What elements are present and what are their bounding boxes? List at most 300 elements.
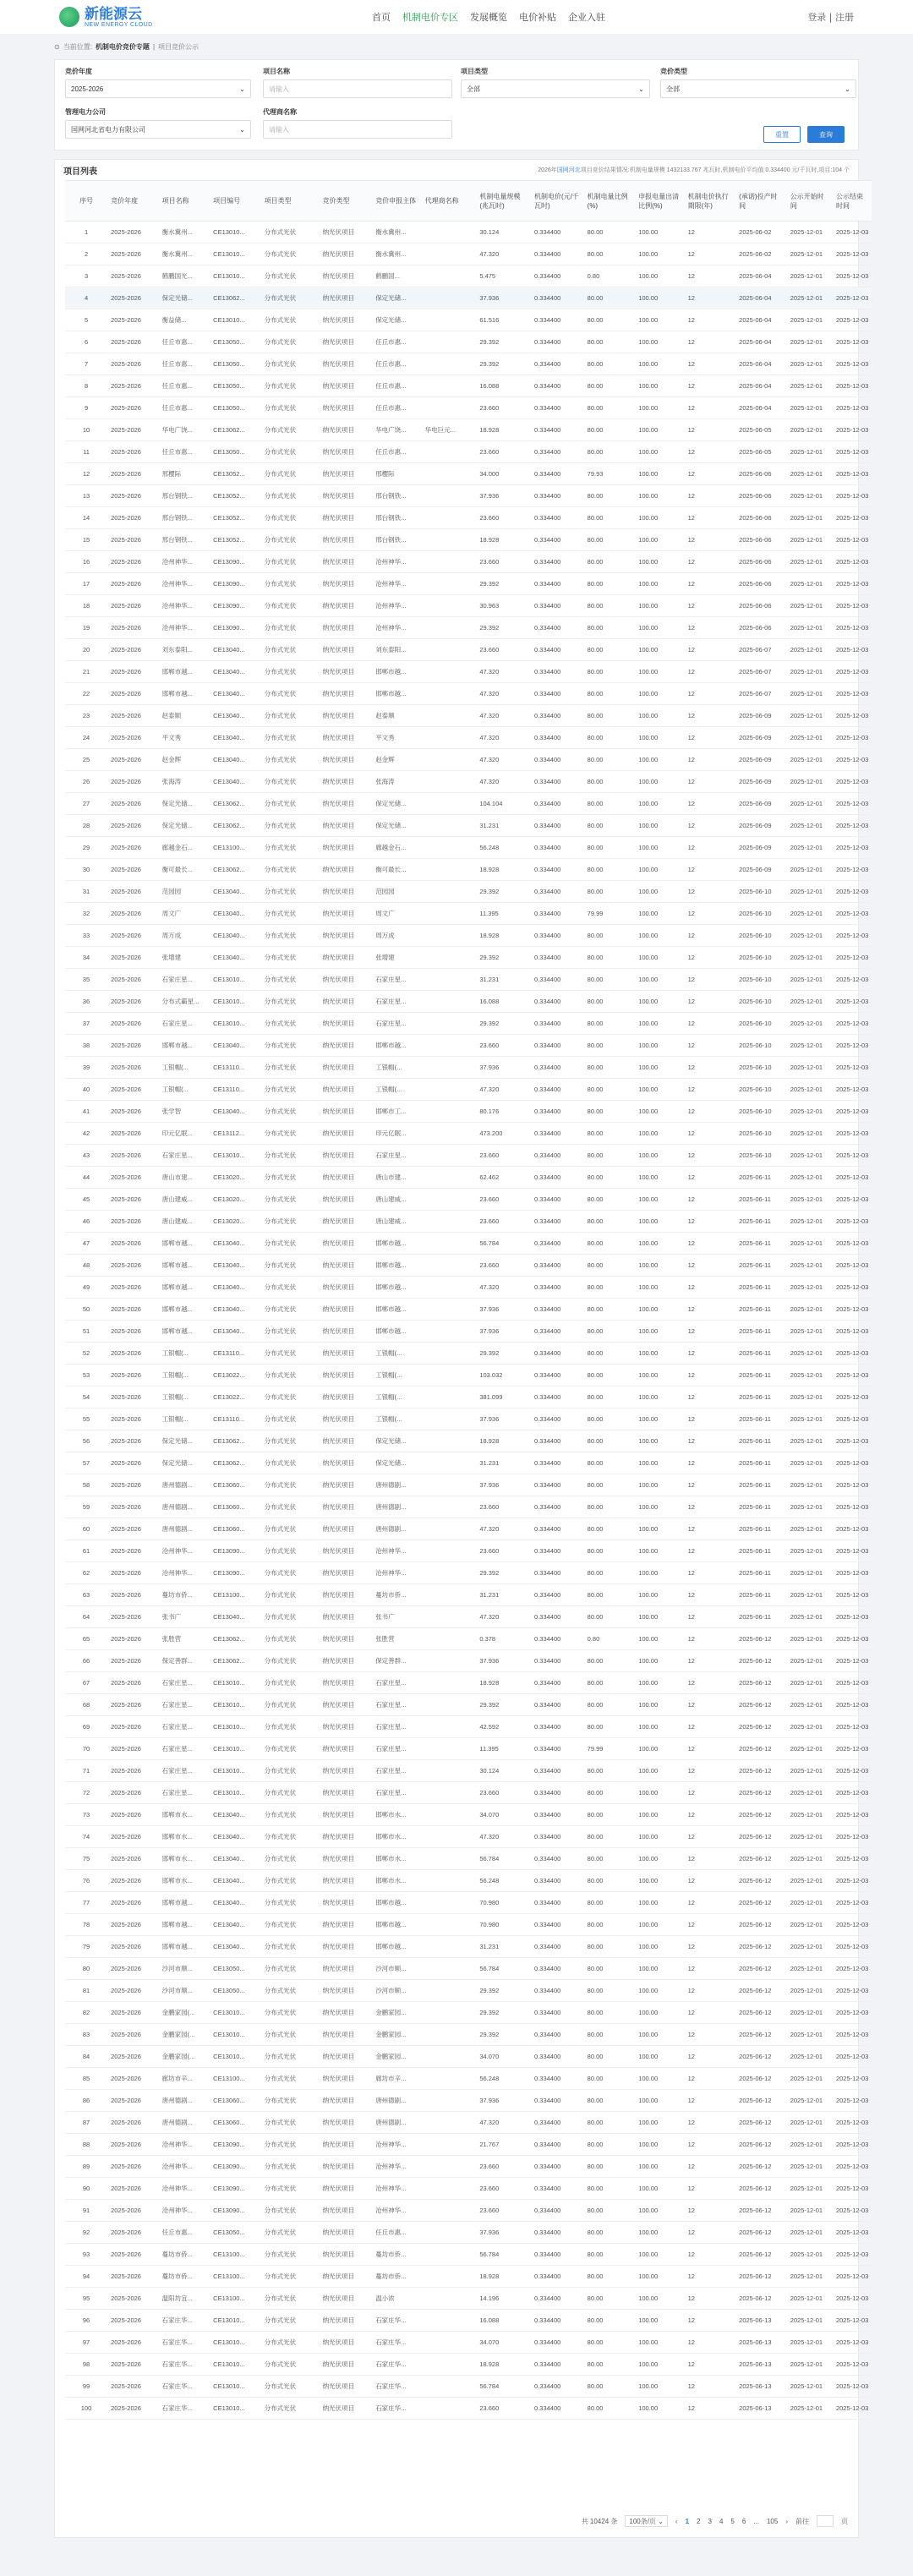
table-cell: 12 bbox=[685, 1255, 736, 1277]
table-cell: 纳光伏项目 bbox=[320, 2310, 373, 2332]
table-cell bbox=[422, 2310, 477, 2332]
table-cell: 80.00 bbox=[584, 683, 636, 705]
table-cell: 23.660 bbox=[476, 1782, 531, 1804]
table-row[interactable] bbox=[65, 1145, 872, 1167]
table-row[interactable] bbox=[65, 1804, 872, 1826]
table-row[interactable] bbox=[65, 287, 872, 309]
table-cell: 石家庄星... bbox=[159, 1738, 210, 1760]
table-cell: 2025-12-01 bbox=[787, 1584, 833, 1606]
table-row[interactable] bbox=[65, 1496, 872, 1518]
table-cell: 温阳坊宜... bbox=[159, 2288, 210, 2310]
table-cell: 2025-12-03 bbox=[833, 2068, 872, 2090]
table-cell: 80.00 bbox=[584, 1145, 636, 1167]
table-row[interactable] bbox=[65, 771, 872, 793]
table-cell: 80.00 bbox=[584, 397, 636, 419]
table-row[interactable] bbox=[65, 507, 872, 529]
table-row[interactable] bbox=[65, 2398, 872, 2420]
table-row[interactable] bbox=[65, 551, 872, 573]
table-cell: 2025-2026 bbox=[107, 815, 159, 837]
table-row[interactable] bbox=[65, 2178, 872, 2200]
table-cell: 2025-06-09 bbox=[735, 815, 787, 837]
table-cell: 衡可最长... bbox=[159, 859, 210, 881]
table-row[interactable] bbox=[65, 1562, 872, 1584]
table-cell bbox=[422, 859, 477, 881]
table-cell: 2025-06-12 bbox=[735, 1738, 787, 1760]
table-cell: 2025-12-01 bbox=[787, 1079, 833, 1101]
next-page-button[interactable]: › bbox=[785, 2517, 788, 2525]
table-row[interactable] bbox=[65, 903, 872, 925]
table-cell: 邯郸市越... bbox=[372, 1255, 421, 1277]
table-cell: 0.334400 bbox=[531, 1013, 584, 1035]
query-button[interactable]: 查询 bbox=[807, 126, 845, 143]
table-cell: 100.00 bbox=[635, 1123, 684, 1145]
table-cell: 邯郸市越... bbox=[159, 1892, 210, 1914]
table-row[interactable] bbox=[65, 1694, 872, 1716]
table-cell: 80.00 bbox=[584, 2222, 636, 2244]
table-row[interactable] bbox=[65, 991, 872, 1013]
table-row[interactable] bbox=[65, 1408, 872, 1430]
table-cell: 2025-2026 bbox=[107, 2112, 159, 2134]
table-cell: 100.00 bbox=[635, 1430, 684, 1452]
table-row[interactable] bbox=[65, 1189, 872, 1211]
table-cell: 100.00 bbox=[635, 771, 684, 793]
table-cell: 2025-06-12 bbox=[735, 1892, 787, 1914]
table-row[interactable] bbox=[65, 1584, 872, 1606]
table-cell: 2025-06-11 bbox=[735, 1386, 787, 1408]
table-cell: 47.320 bbox=[476, 243, 531, 265]
table-cell: 纳光伏项目 bbox=[320, 265, 373, 287]
table-cell: 2025-2026 bbox=[107, 551, 159, 573]
table-cell: 2025-06-11 bbox=[735, 1189, 787, 1211]
table-row[interactable] bbox=[65, 309, 872, 331]
table-row[interactable] bbox=[65, 881, 872, 903]
table-row[interactable] bbox=[65, 969, 872, 991]
table-cell: 2025-2026 bbox=[107, 309, 159, 331]
table-cell bbox=[422, 1606, 477, 1628]
table-row[interactable] bbox=[65, 1738, 872, 1760]
agent-name-input[interactable]: 请输入 bbox=[263, 120, 452, 139]
table-row[interactable] bbox=[65, 1914, 872, 1936]
table-row[interactable] bbox=[65, 859, 872, 881]
table-cell: 蔓坊市侨... bbox=[372, 2244, 421, 2266]
table-cell: 2025-12-03 bbox=[833, 1628, 872, 1650]
table-cell: 纳光伏项目 bbox=[320, 2288, 373, 2310]
table-cell: 保定光储... bbox=[372, 309, 421, 331]
table-cell: 2025-12-01 bbox=[787, 1892, 833, 1914]
column-header: 申报电量出清比例(%) bbox=[635, 181, 684, 222]
table-cell: 2025-06-07 bbox=[735, 639, 787, 661]
table-cell: 2025-12-01 bbox=[787, 1408, 833, 1430]
table-cell: 0.334400 bbox=[531, 1430, 584, 1452]
table-row[interactable] bbox=[65, 2156, 872, 2178]
table-cell: CE13110... bbox=[210, 1079, 261, 1101]
table-cell: 2025-2026 bbox=[107, 617, 159, 639]
table-row[interactable] bbox=[65, 1057, 872, 1079]
summary-link[interactable]: 国网河北 bbox=[556, 167, 581, 173]
table-row[interactable] bbox=[65, 2002, 872, 2024]
table-cell: 100.00 bbox=[635, 397, 684, 419]
table-row[interactable] bbox=[65, 375, 872, 397]
table-row[interactable] bbox=[65, 2376, 872, 2398]
table-row[interactable] bbox=[65, 243, 872, 265]
table-row[interactable] bbox=[65, 947, 872, 969]
table-cell: 保定光储... bbox=[372, 793, 421, 815]
table-row[interactable] bbox=[65, 222, 872, 243]
table-cell: 温小浓 bbox=[372, 2288, 421, 2310]
table-cell: 分布式光伏 bbox=[261, 947, 320, 969]
table-cell: 任丘市惠... bbox=[159, 2222, 210, 2244]
nav-item-overview[interactable]: 发展概览 bbox=[470, 12, 507, 23]
table-cell: 2025-06-09 bbox=[735, 793, 787, 815]
table-cell: 0.334400 bbox=[531, 2090, 584, 2112]
login-register-link[interactable]: 登录 | 注册 bbox=[807, 12, 854, 23]
table-cell: 2025-06-12 bbox=[735, 1914, 787, 1936]
project-name-input[interactable]: 请输入 bbox=[263, 79, 452, 98]
table-row[interactable] bbox=[65, 1167, 872, 1189]
table-row[interactable] bbox=[65, 1299, 872, 1321]
table-cell: 2025-12-03 bbox=[833, 639, 872, 661]
table-cell: 100.00 bbox=[635, 793, 684, 815]
table-cell: 2025-06-12 bbox=[735, 2288, 787, 2310]
table-row[interactable] bbox=[65, 1672, 872, 1694]
page-number-button[interactable]: 3 bbox=[708, 2517, 712, 2525]
table-cell: 2025-12-03 bbox=[833, 2024, 872, 2046]
table-cell: 2025-2026 bbox=[107, 903, 159, 925]
table-cell: 18.928 bbox=[476, 859, 531, 881]
table-row[interactable] bbox=[65, 925, 872, 947]
table-row[interactable] bbox=[65, 1474, 872, 1496]
table-row[interactable] bbox=[65, 1848, 872, 1870]
project-type-select[interactable] bbox=[461, 79, 650, 98]
table-cell: 12 bbox=[685, 441, 736, 463]
table-row[interactable] bbox=[65, 1782, 872, 1804]
table-cell: 分布式光伏 bbox=[261, 1233, 320, 1255]
table-cell: 分布式光伏 bbox=[261, 1013, 320, 1035]
table-cell: 0.334400 bbox=[531, 1365, 584, 1386]
table-cell: 2025-2026 bbox=[107, 2134, 159, 2156]
table-cell: 赵泰顺 bbox=[372, 705, 421, 727]
table-cell: 0.334400 bbox=[531, 881, 584, 903]
table-cell: 2025-06-04 bbox=[735, 287, 787, 309]
table-cell: 分布式光伏 bbox=[261, 375, 320, 397]
table-cell: 12 bbox=[685, 222, 736, 243]
table-cell: 80.00 bbox=[584, 2288, 636, 2310]
table-row[interactable] bbox=[65, 2288, 872, 2310]
table-row[interactable] bbox=[65, 2244, 872, 2266]
table-cell: CE13040... bbox=[210, 1936, 261, 1958]
table-cell: 张书广 bbox=[159, 1606, 210, 1628]
table-cell: 2025-06-11 bbox=[735, 1255, 787, 1277]
table-row[interactable] bbox=[65, 1650, 872, 1672]
table-row[interactable] bbox=[65, 1013, 872, 1035]
table-cell: 1 bbox=[65, 222, 107, 243]
table-cell: 纳光伏项目 bbox=[320, 1343, 373, 1365]
table-cell: 分布式光伏 bbox=[261, 2222, 320, 2244]
table-cell: 80.00 bbox=[584, 1189, 636, 1211]
table-cell: 0.334400 bbox=[531, 2354, 584, 2376]
table-cell: 邢台钢铁... bbox=[372, 529, 421, 551]
table-cell: 保定光储... bbox=[159, 1430, 210, 1452]
table-row[interactable] bbox=[65, 2024, 872, 2046]
page-number-button[interactable]: 4 bbox=[719, 2517, 724, 2525]
table-cell bbox=[422, 771, 477, 793]
nav-item-enterprise[interactable]: 企业入驻 bbox=[568, 12, 605, 23]
table-row[interactable] bbox=[65, 1628, 872, 1650]
table-row[interactable] bbox=[65, 2200, 872, 2222]
table-cell: 89 bbox=[65, 2156, 107, 2178]
table-cell: 0.334400 bbox=[531, 353, 584, 375]
table-cell: 2025-06-10 bbox=[735, 1123, 787, 1145]
table-row[interactable] bbox=[65, 485, 872, 507]
table-row[interactable] bbox=[65, 529, 872, 551]
table-row[interactable] bbox=[65, 2266, 872, 2288]
table-row[interactable] bbox=[65, 1518, 872, 1540]
table-row[interactable] bbox=[65, 1211, 872, 1233]
table-cell: 2025-12-03 bbox=[833, 595, 872, 617]
table-cell: 张书广 bbox=[372, 1606, 421, 1628]
table-row[interactable] bbox=[65, 1870, 872, 1892]
page-number-button[interactable]: ... bbox=[753, 2517, 759, 2525]
breadcrumb-page: 项目竞价公示 bbox=[158, 42, 200, 51]
table-cell: 2025-12-01 bbox=[787, 1628, 833, 1650]
table-cell bbox=[422, 1255, 477, 1277]
table-cell: 纳光伏项目 bbox=[320, 1958, 373, 1980]
table-cell: 12 bbox=[685, 309, 736, 331]
table-row[interactable] bbox=[65, 2354, 872, 2376]
table-row[interactable] bbox=[65, 1035, 872, 1057]
table-cell: 分布式光伏 bbox=[261, 2266, 320, 2288]
table-cell: 任丘市惠... bbox=[159, 375, 210, 397]
table-row[interactable] bbox=[65, 331, 872, 353]
grid-company-select[interactable] bbox=[65, 120, 251, 139]
table-row[interactable] bbox=[65, 353, 872, 375]
table-cell: 纳光伏项目 bbox=[320, 1672, 373, 1694]
table-row[interactable] bbox=[65, 815, 872, 837]
table-cell: 12 bbox=[685, 661, 736, 683]
table-cell: 纳光伏项目 bbox=[320, 2024, 373, 2046]
breadcrumb-section[interactable]: 机制电价竞价专题 bbox=[95, 42, 150, 51]
table-cell: 34.070 bbox=[476, 2332, 531, 2354]
table-cell: 唐州德剧... bbox=[372, 2112, 421, 2134]
table-cell: 2025-2026 bbox=[107, 1870, 159, 1892]
table-cell: 衡水冀州... bbox=[159, 243, 210, 265]
table-row[interactable] bbox=[65, 419, 872, 441]
table-cell bbox=[422, 1408, 477, 1430]
table-cell: 2025-12-01 bbox=[787, 1430, 833, 1452]
page-number-button[interactable]: 6 bbox=[741, 2517, 746, 2525]
table-cell: 2025-12-01 bbox=[787, 2002, 833, 2024]
table-cell: 2025-12-01 bbox=[787, 903, 833, 925]
table-cell: 64 bbox=[65, 1606, 107, 1628]
table-row[interactable] bbox=[65, 2222, 872, 2244]
nav-item-home[interactable]: 首页 bbox=[372, 12, 391, 23]
column-header: 机制电量比例(%) bbox=[584, 181, 636, 222]
table-cell: 分布式光伏 bbox=[261, 1540, 320, 1562]
table-cell: 2025-12-03 bbox=[833, 2354, 872, 2376]
table-row[interactable] bbox=[65, 1452, 872, 1474]
table-row[interactable] bbox=[65, 441, 872, 463]
table-row[interactable] bbox=[65, 1233, 872, 1255]
table-row[interactable] bbox=[65, 1255, 872, 1277]
table-row[interactable] bbox=[65, 1321, 872, 1343]
table-cell: 36 bbox=[65, 991, 107, 1013]
table-cell: 2025-2026 bbox=[107, 1145, 159, 1167]
page-number-button[interactable]: 105 bbox=[766, 2517, 779, 2525]
table-cell bbox=[422, 793, 477, 815]
reset-button[interactable]: 重置 bbox=[763, 126, 801, 143]
table-cell: 保定光储... bbox=[372, 1452, 421, 1474]
table-row[interactable] bbox=[65, 1365, 872, 1386]
table-cell: 80.00 bbox=[584, 441, 636, 463]
table-row[interactable] bbox=[65, 727, 872, 749]
nav-item-mechanism-price[interactable]: 机制电价专区 bbox=[402, 12, 458, 23]
table-cell: 0.334400 bbox=[531, 1321, 584, 1343]
table-cell: 分布式光伏 bbox=[261, 1101, 320, 1123]
table-row[interactable] bbox=[65, 1826, 872, 1848]
table-cell: 邯郸市越... bbox=[159, 683, 210, 705]
table-row[interactable] bbox=[65, 2046, 872, 2068]
table-row[interactable] bbox=[65, 837, 872, 859]
table-row[interactable] bbox=[65, 1277, 872, 1299]
pagination bbox=[582, 2515, 848, 2527]
table-cell: 分布式光伏 bbox=[261, 2178, 320, 2200]
table-cell: 2025-12-03 bbox=[833, 1760, 872, 1782]
table-cell bbox=[422, 1562, 477, 1584]
table-row[interactable] bbox=[65, 1386, 872, 1408]
table-cell: 2025-12-01 bbox=[787, 925, 833, 947]
table-cell: 2025-12-03 bbox=[833, 727, 872, 749]
table-cell: 2025-06-12 bbox=[735, 2266, 787, 2288]
table-row[interactable] bbox=[65, 639, 872, 661]
table-cell: CE13010... bbox=[210, 2046, 261, 2068]
table-cell: 2025-12-01 bbox=[787, 705, 833, 727]
table-row[interactable] bbox=[65, 1079, 872, 1101]
page-number-button[interactable]: 1 bbox=[685, 2517, 690, 2525]
table-row[interactable] bbox=[65, 1606, 872, 1628]
table-row[interactable] bbox=[65, 1980, 872, 2002]
table-cell: 2025-06-12 bbox=[735, 1716, 787, 1738]
table-cell: 88 bbox=[65, 2134, 107, 2156]
table-row[interactable] bbox=[65, 1958, 872, 1980]
table-cell: 分布式光伏 bbox=[261, 1189, 320, 1211]
table-row[interactable] bbox=[65, 397, 872, 419]
table-cell: 赵金辉 bbox=[372, 749, 421, 771]
table-cell: 2025-2026 bbox=[107, 2178, 159, 2200]
table-cell: 37.936 bbox=[476, 1057, 531, 1079]
table-cell: 100.00 bbox=[635, 2310, 684, 2332]
price-type-label: 竞价类型 bbox=[660, 68, 687, 75]
table-cell: 18.928 bbox=[476, 419, 531, 441]
table-row[interactable] bbox=[65, 595, 872, 617]
table-cell: 纳光伏项目 bbox=[320, 793, 373, 815]
table-row[interactable] bbox=[65, 573, 872, 595]
table-cell: 2025-12-01 bbox=[787, 2222, 833, 2244]
table-cell: 2025-06-12 bbox=[735, 2200, 787, 2222]
table-cell: 分布式光伏 bbox=[261, 1145, 320, 1167]
table-cell: 纳光伏项目 bbox=[320, 1496, 373, 1518]
table-cell: 张增建 bbox=[159, 947, 210, 969]
page-size-select[interactable]: 100条/页 ⌄ bbox=[625, 2515, 668, 2527]
table-cell: 80.00 bbox=[584, 1650, 636, 1672]
table-cell: 纳光伏项目 bbox=[320, 1189, 373, 1211]
table-row[interactable] bbox=[65, 1760, 872, 1782]
table-row[interactable] bbox=[65, 661, 872, 683]
table-row[interactable] bbox=[65, 2068, 872, 2090]
nav-item-subsidy[interactable]: 电价补贴 bbox=[519, 12, 556, 23]
table-row[interactable] bbox=[65, 1716, 872, 1738]
table-cell: 纳光伏项目 bbox=[320, 903, 373, 925]
table-row[interactable] bbox=[65, 705, 872, 727]
table-cell: 邯郸市水... bbox=[372, 1826, 421, 1848]
table-cell: 12 bbox=[685, 419, 736, 441]
page-number-button[interactable]: 2 bbox=[697, 2517, 701, 2525]
table-row[interactable] bbox=[65, 683, 872, 705]
table-cell: CE13100... bbox=[210, 2266, 261, 2288]
table-cell: 80.00 bbox=[584, 1826, 636, 1848]
table-row[interactable] bbox=[65, 265, 872, 287]
table-cell: 2025-2026 bbox=[107, 441, 159, 463]
table-cell: 80.00 bbox=[584, 1123, 636, 1145]
table-cell: 2025-06-12 bbox=[735, 1760, 787, 1782]
table-row[interactable] bbox=[65, 1430, 872, 1452]
price-type-select[interactable] bbox=[660, 79, 856, 98]
table-cell: 100.00 bbox=[635, 419, 684, 441]
table-row[interactable] bbox=[65, 1892, 872, 1914]
table-row[interactable] bbox=[65, 2310, 872, 2332]
table-row[interactable] bbox=[65, 793, 872, 815]
table-row[interactable] bbox=[65, 463, 872, 485]
prev-page-button[interactable]: ‹ bbox=[675, 2517, 678, 2525]
table-cell: 23.660 bbox=[476, 1496, 531, 1518]
table-cell: 2025-12-01 bbox=[787, 639, 833, 661]
table-cell: 23.660 bbox=[476, 1255, 531, 1277]
table-row[interactable] bbox=[65, 1123, 872, 1145]
table-cell: 0.334400 bbox=[531, 969, 584, 991]
table-row[interactable] bbox=[65, 2332, 872, 2354]
table-cell: 分布式光伏 bbox=[261, 2002, 320, 2024]
table-cell bbox=[422, 1628, 477, 1650]
table-cell: 47.320 bbox=[476, 683, 531, 705]
table-row[interactable] bbox=[65, 1936, 872, 1958]
table-cell bbox=[422, 947, 477, 969]
table-row[interactable] bbox=[65, 2112, 872, 2134]
table-cell: CE13040... bbox=[210, 1233, 261, 1255]
table-row[interactable] bbox=[65, 2134, 872, 2156]
table-row[interactable] bbox=[65, 749, 872, 771]
table-row[interactable] bbox=[65, 1540, 872, 1562]
brand-logo[interactable] bbox=[59, 7, 153, 28]
table-cell: 纳光伏项目 bbox=[320, 1365, 373, 1386]
table-cell: 0.334400 bbox=[531, 837, 584, 859]
table-row[interactable] bbox=[65, 1343, 872, 1365]
table-cell: 2025-06-12 bbox=[735, 2112, 787, 2134]
jump-page-input[interactable] bbox=[817, 2515, 834, 2527]
table-cell bbox=[422, 2398, 477, 2420]
price-year-select[interactable] bbox=[65, 79, 251, 98]
table-row[interactable] bbox=[65, 1101, 872, 1123]
table-cell: CE13040... bbox=[210, 881, 261, 903]
table-cell: 80.00 bbox=[584, 2002, 636, 2024]
table-cell: 0.334400 bbox=[531, 1980, 584, 2002]
page-number-button[interactable]: 5 bbox=[730, 2517, 735, 2525]
table-cell: CE13040... bbox=[210, 1101, 261, 1123]
table-cell: 80.00 bbox=[584, 1584, 636, 1606]
table-row[interactable] bbox=[65, 2090, 872, 2112]
table-cell: 12 bbox=[685, 485, 736, 507]
table-row[interactable] bbox=[65, 617, 872, 639]
table-cell: 2025-2026 bbox=[107, 507, 159, 529]
table-cell: 56.248 bbox=[476, 1870, 531, 1892]
